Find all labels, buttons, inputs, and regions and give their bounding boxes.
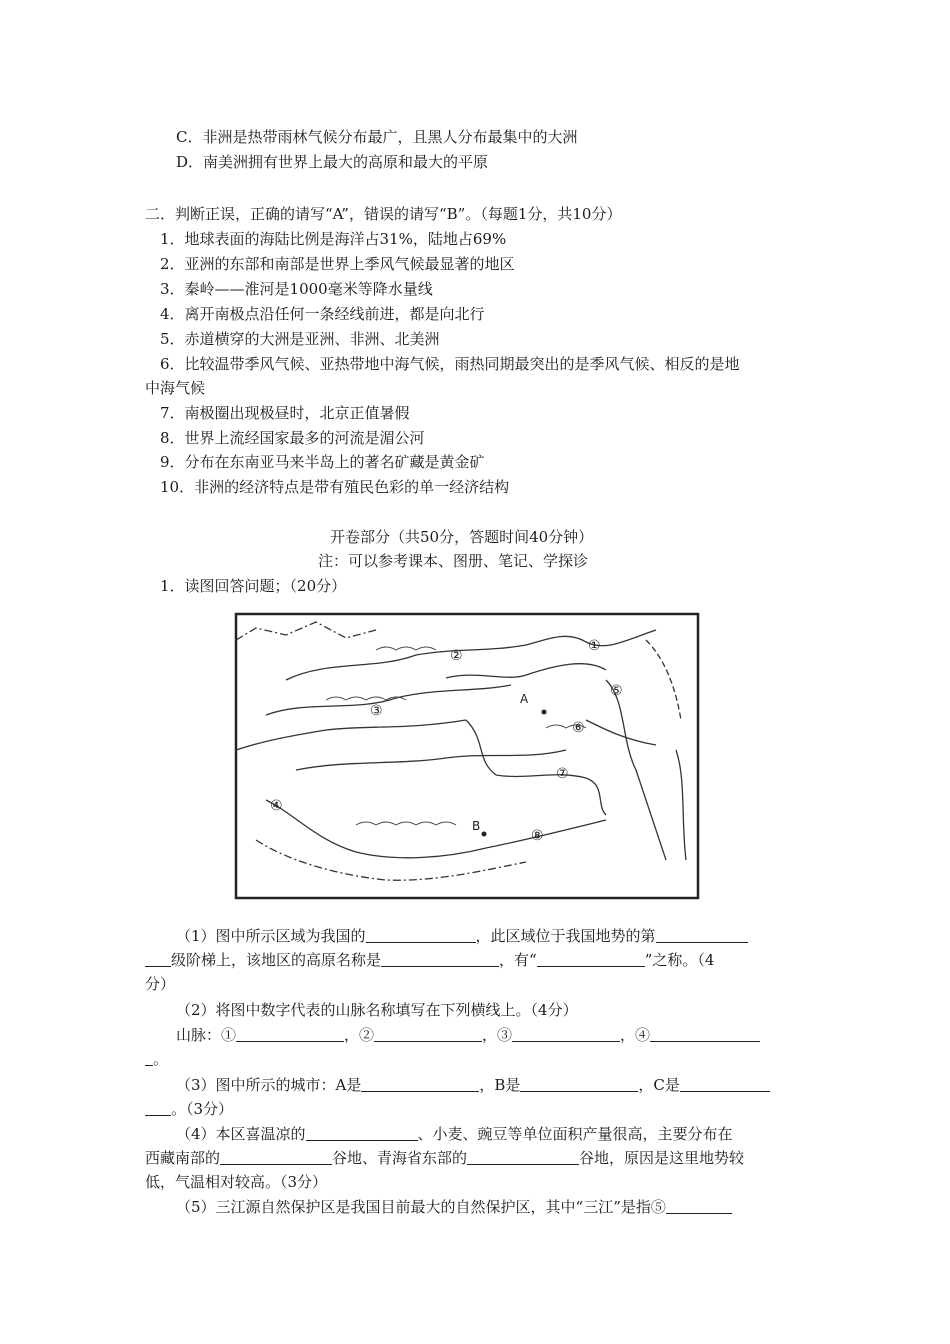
answer-blank[interactable] [520, 1076, 638, 1092]
map-label-2: ② [450, 648, 463, 664]
tf-item: 5．赤道横穿的大洲是亚洲、非洲、北美洲 [160, 330, 440, 348]
map-point-a-label: A [520, 692, 529, 706]
open-book-title: 开卷部分（共50分，答题时间40分钟） [330, 528, 594, 546]
subq-1-line1: （1）图中所示区域为我国的 ，此区域位于我国地势的第 [176, 926, 748, 946]
option-d: D．南美洲拥有世界上最大的高原和最大的平原 [176, 153, 489, 171]
answer-blank[interactable] [361, 1076, 479, 1092]
map-mountain-ranges [326, 647, 586, 825]
answer-blank[interactable] [512, 1026, 620, 1042]
answer-blank[interactable] [220, 1149, 332, 1165]
option-c: C．非洲是热带雨林气候分布最广，且黑人分布最集中的大洲 [176, 128, 578, 146]
section2-heading: 二．判断正误，正确的请写“A”，错误的请写“B”。（每题1分，共10分） [145, 205, 622, 223]
answer-blank[interactable] [467, 1149, 579, 1165]
subq-4-line3: 低，气温相对较高。（3分） [145, 1173, 328, 1191]
answer-blank[interactable] [306, 1125, 418, 1141]
tf-item-cont: 中海气候 [145, 379, 206, 397]
tf-item: 6．比较温带季风气候、亚热带地中海气候，雨热同期最突出的是季风气候、相反的是地 [160, 355, 740, 373]
answer-blank[interactable] [381, 951, 499, 967]
subq-1-line2: 级阶梯上，该地区的高原名称是 ，有“ ”之称。（4 [145, 950, 714, 970]
map-label-4: ④ [270, 798, 283, 814]
subq-4-line1: （4）本区喜温凉的 、小麦、豌豆等单位面积产量很高，主要分布在 [176, 1125, 733, 1143]
map-label-1: ① [588, 638, 601, 654]
subq-3-line2: 。（3分） [145, 1099, 233, 1119]
map-label-6: ⑥ [572, 720, 585, 736]
open-book-note: 注：可以参考课本、图册、笔记、学探诊 [318, 552, 589, 570]
tf-item: 2．亚洲的东部和南部是世界上季风气候最显著的地区 [160, 255, 515, 273]
tf-item: 10．非洲的经济特点是带有殖民色彩的单一经济结构 [160, 478, 510, 496]
answer-blank[interactable] [537, 951, 645, 967]
answer-blank[interactable] [145, 951, 171, 967]
answer-blank[interactable] [666, 1198, 732, 1214]
subq-3-line1: （3）图中所示的城市：A是 ，B是 ，C是 [176, 1075, 770, 1095]
answer-blank[interactable] [236, 1026, 344, 1042]
tf-item: 1．地球表面的海陆比例是海洋占31%，陆地占69% [160, 230, 507, 248]
subq-2-end: 。 [145, 1049, 168, 1069]
tf-item: 9．分布在东南亚马来半岛上的著名矿藏是黄金矿 [160, 453, 485, 471]
map-label-7: ⑦ [556, 766, 569, 782]
answer-blank[interactable] [374, 1026, 482, 1042]
region-map [226, 600, 746, 908]
map-label-5: ⑤ [610, 683, 623, 699]
map-point-b-label: B [472, 819, 481, 833]
map-label-8: ⑧ [531, 828, 544, 844]
answer-blank[interactable] [145, 1100, 171, 1116]
subq-5: （5）三江源自然保护区是我国目前最大的自然保护区，其中“三江”是指⑤ [176, 1197, 732, 1217]
tf-item: 7．南极圈出现极昼时，北京正值暑假 [160, 404, 410, 422]
subq-2-blanks: 山脉：① ，② ，③ ，④ [176, 1025, 760, 1045]
map-label-3: ③ [370, 703, 383, 719]
subq-4-line2: 西藏南部的 谷地、青海省东部的 谷地，原因是这里地势较 [145, 1149, 745, 1167]
answer-blank[interactable] [145, 1050, 153, 1066]
tf-item: 4．离开南极点沿任何一条经线前进，都是向北行 [160, 305, 485, 323]
subq-1-line3: 分） [145, 975, 176, 993]
tf-item: 8．世界上流经国家最多的河流是湄公河 [160, 429, 425, 447]
question-1: 1．读图回答问题；（20分） [160, 577, 347, 595]
subq-2: （2）将图中数字代表的山脉名称填写在下列横线上。（4分） [176, 1001, 578, 1019]
answer-blank[interactable] [366, 927, 476, 943]
tf-item: 3．秦岭——淮河是1000毫米等降水量线 [160, 280, 433, 298]
answer-blank[interactable] [656, 927, 748, 943]
answer-blank[interactable] [650, 1026, 760, 1042]
map-point-b [482, 832, 487, 837]
answer-blank[interactable] [680, 1076, 770, 1092]
map-point-a [542, 710, 547, 715]
